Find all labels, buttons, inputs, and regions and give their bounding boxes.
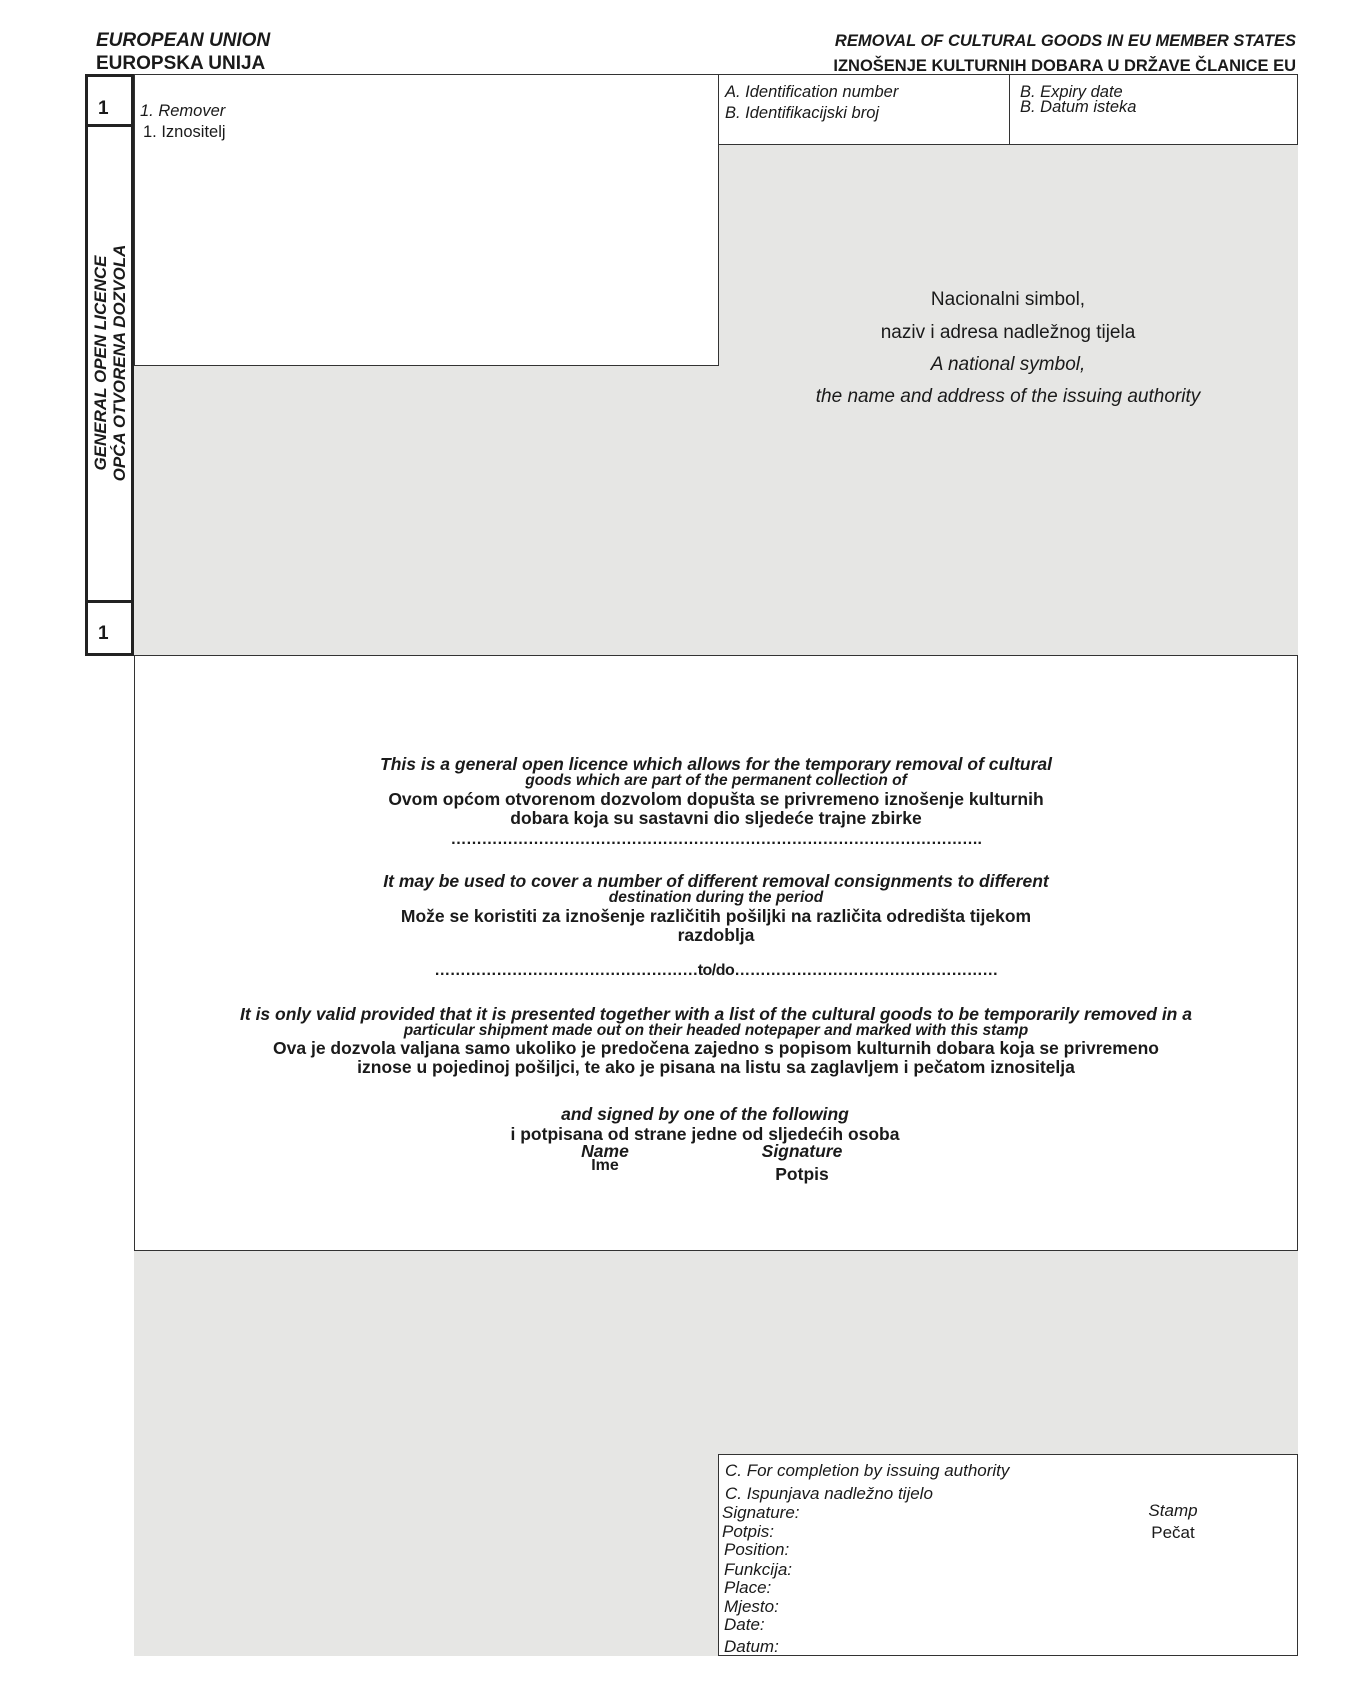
remover-box[interactable] <box>134 74 719 366</box>
signature-field-english[interactable]: Signature: <box>722 1503 800 1522</box>
copy-number-top: 1 <box>98 98 109 119</box>
name-label-croatian: Ime <box>591 1157 619 1174</box>
box-c-title-english: C. For completion by issuing authority <box>725 1461 1010 1480</box>
remover-label-croatian: 1. Iznositelj <box>143 123 226 141</box>
remover-label-english: 1. Remover <box>140 102 226 120</box>
signature-label-english: Signature <box>761 1141 843 1161</box>
p4-english: and signed by one of the following <box>561 1104 849 1124</box>
grey-area-upper <box>134 365 1298 656</box>
side-strip-divider-top <box>85 124 134 127</box>
p3-croatian-line-1: Ova je dozvola valjana samo ukoliko je predočena zajedno s popisom kulturnih dobara koja se privremeno <box>273 1038 1159 1058</box>
p3-croatian-line-2: iznose u pojedinoj pošiljci, te ako je pisana na listu sa zaglavljem i pečatom iznositelja <box>357 1057 1075 1077</box>
header-title-croatian: IZNOŠENJE KULTURNIH DOBARA U DRŽAVE ČLANICE EU <box>833 57 1296 75</box>
header-eu-croatian: EUROPSKA UNIJA <box>96 53 266 74</box>
collection-dotted-line[interactable]: …………………………………………………………………………………………. <box>450 831 982 848</box>
signature-field-croatian[interactable]: Potpis: <box>722 1522 774 1541</box>
p1-english-line-2: goods which are part of the permanent collection of <box>525 772 907 789</box>
authority-line-3: A national symbol, <box>930 354 1086 375</box>
place-field-croatian[interactable]: Mjesto: <box>724 1597 779 1616</box>
expiry-label-croatian: B. Datum isteka <box>1020 98 1137 116</box>
period-dotted-line[interactable]: ……………………………………………to/do…………………………………………… <box>434 962 998 979</box>
p3-english-line-2: particular shipment made out on their headed notepaper and marked with this stamp <box>403 1022 1029 1039</box>
authority-line-1: Nacionalni simbol, <box>930 289 1086 310</box>
place-field-english[interactable]: Place: <box>724 1578 772 1597</box>
authority-line-4: the name and address of the issuing authority <box>815 386 1201 407</box>
p1-english-line-1: This is a general open licence which allows for the temporary removal of cultural <box>380 754 1052 774</box>
p1-croatian-line-1: Ovom općom otvorenom dozvolom dopušta se privremeno iznošenje kulturnih <box>388 789 1044 809</box>
header-eu-english: EUROPEAN UNION <box>96 30 271 51</box>
p1-croatian-line-2: dobara koja su sastavni dio sljedeće trajne zbirke <box>510 808 922 828</box>
stamp-label-english: Stamp <box>1148 1501 1198 1520</box>
header-title-english: REMOVAL OF CULTURAL GOODS IN EU MEMBER STATES <box>834 32 1296 50</box>
side-strip-divider-bottom <box>85 600 134 603</box>
expiry-label-english: B. Expiry date <box>1020 83 1123 101</box>
vertical-title-english: GENERAL OPEN LICENCE <box>91 255 110 471</box>
identification-number-box[interactable] <box>718 74 1010 145</box>
position-field-english[interactable]: Position: <box>724 1540 790 1559</box>
p2-croatian-line-2: razdoblja <box>677 925 755 945</box>
p2-croatian-line-1: Može se koristiti za iznošenje različitih pošiljki na različita odredišta tijekom <box>400 906 1032 926</box>
vertical-title-croatian: OPĆA OTVORENA DOZVOLA <box>110 244 129 482</box>
expiry-date-box[interactable] <box>1009 74 1298 145</box>
box-c-title-croatian: C. Ispunjava nadležno tijelo <box>725 1484 933 1503</box>
authority-line-2: naziv i adresa nadležnog tijela <box>880 322 1136 343</box>
date-field-croatian[interactable]: Datum: <box>724 1637 779 1656</box>
p3-english-line-1: It is only valid provided that it is presented together with a list of the cultural goods to be temporarily removed in a <box>240 1004 1192 1024</box>
licence-body-box <box>134 655 1298 1251</box>
p2-english-line-1: It may be used to cover a number of different removal consignments to different <box>383 871 1049 891</box>
copy-number-bottom: 1 <box>98 623 109 644</box>
p2-english-line-2: destination during the period <box>608 889 824 906</box>
signature-label-croatian: Potpis <box>775 1164 829 1184</box>
name-label-english: Name <box>581 1141 629 1161</box>
issuing-authority-box[interactable] <box>718 1454 1298 1656</box>
position-field-croatian[interactable]: Funkcija: <box>724 1560 793 1579</box>
stamp-label-croatian: Pečat <box>1151 1523 1195 1542</box>
p4-croatian: i potpisana od strane jedne od sljedećih osoba <box>510 1124 900 1144</box>
identification-label-croatian: B. Identifikacijski broj <box>725 104 880 122</box>
identification-label-english: A. Identification number <box>725 83 899 101</box>
date-field-english[interactable]: Date: <box>724 1615 765 1634</box>
